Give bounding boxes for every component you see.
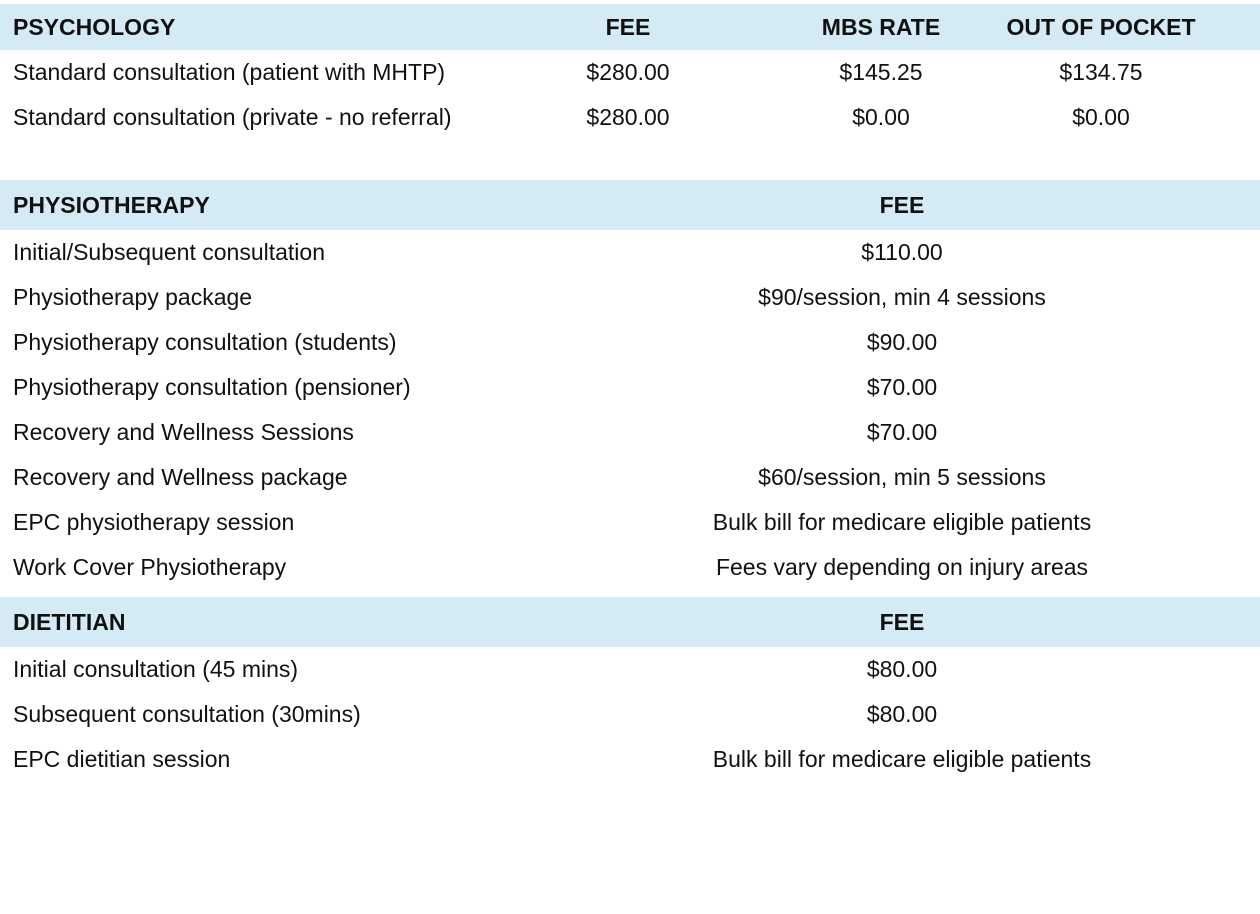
table-row — [0, 365, 1260, 410]
service-name: Standard consultation (patient with MHTP) — [13, 59, 446, 85]
fee-value: $60/session, min 5 sessions — [758, 464, 1046, 490]
physiotherapy-section — [0, 180, 1260, 590]
fee-value: $70.00 — [866, 419, 938, 445]
table-row — [0, 692, 1260, 737]
fee-value: $110.00 — [861, 239, 943, 265]
dietitian-title: DIETITIAN — [13, 608, 126, 635]
service-name: Physiotherapy consultation (students) — [13, 329, 397, 355]
out-of-pocket-value: $0.00 — [1072, 104, 1130, 130]
psychology-header-row — [0, 4, 1260, 50]
psychology-mbs-rate-header: MBS RATE — [821, 13, 941, 40]
table-row — [0, 230, 1260, 275]
table-row — [0, 320, 1260, 365]
table-row — [0, 50, 1260, 95]
service-name: Standard consultation (private - no referral) — [13, 104, 452, 130]
service-name: Physiotherapy package — [13, 284, 253, 310]
table-row — [0, 410, 1260, 455]
dietitian-section — [0, 597, 1260, 782]
fee-value: $280.00 — [586, 104, 670, 130]
service-name: Recovery and Wellness package — [13, 464, 348, 490]
psychology-section — [0, 4, 1260, 140]
fee-value: $80.00 — [866, 701, 938, 727]
psychology-out-of-pocket-header: OUT OF POCKET — [1006, 13, 1196, 40]
service-name: Physiotherapy consultation (pensioner) — [13, 374, 411, 400]
table-row — [0, 455, 1260, 500]
fee-value: Bulk bill for medicare eligible patients — [712, 509, 1092, 535]
table-row — [0, 95, 1260, 140]
dietitian-fee-header: FEE — [879, 608, 925, 635]
fee-value: $280.00 — [586, 59, 670, 85]
dietitian-header-row — [0, 597, 1260, 647]
service-name: Subsequent consultation (30mins) — [13, 701, 361, 727]
service-name: Work Cover Physiotherapy — [13, 554, 287, 580]
out-of-pocket-value: $134.75 — [1059, 59, 1143, 85]
physiotherapy-title: PHYSIOTHERAPY — [13, 191, 210, 218]
physiotherapy-fee-header: FEE — [879, 191, 925, 218]
fee-value: Bulk bill for medicare eligible patients — [712, 746, 1092, 772]
fee-value: $70.00 — [866, 374, 938, 400]
fee-value: Fees vary depending on injury areas — [715, 554, 1089, 580]
psychology-fee-header: FEE — [605, 13, 651, 40]
fee-value: $90/session, min 4 sessions — [758, 284, 1046, 310]
fee-value: $80.00 — [866, 656, 938, 682]
service-name: Recovery and Wellness Sessions — [13, 419, 354, 445]
table-row — [0, 647, 1260, 692]
physiotherapy-header-row — [0, 180, 1260, 230]
table-row — [0, 737, 1260, 782]
mbs-rate-value: $145.25 — [839, 59, 923, 85]
service-name: Initial consultation (45 mins) — [13, 656, 299, 682]
table-row — [0, 545, 1260, 590]
service-name: Initial/Subsequent consultation — [13, 239, 325, 265]
table-row — [0, 500, 1260, 545]
service-name: EPC dietitian session — [13, 746, 231, 772]
mbs-rate-value: $0.00 — [852, 104, 910, 130]
service-name: EPC physiotherapy session — [13, 509, 295, 535]
table-row — [0, 275, 1260, 320]
fee-value: $90.00 — [866, 329, 938, 355]
psychology-title: PSYCHOLOGY — [13, 13, 176, 40]
